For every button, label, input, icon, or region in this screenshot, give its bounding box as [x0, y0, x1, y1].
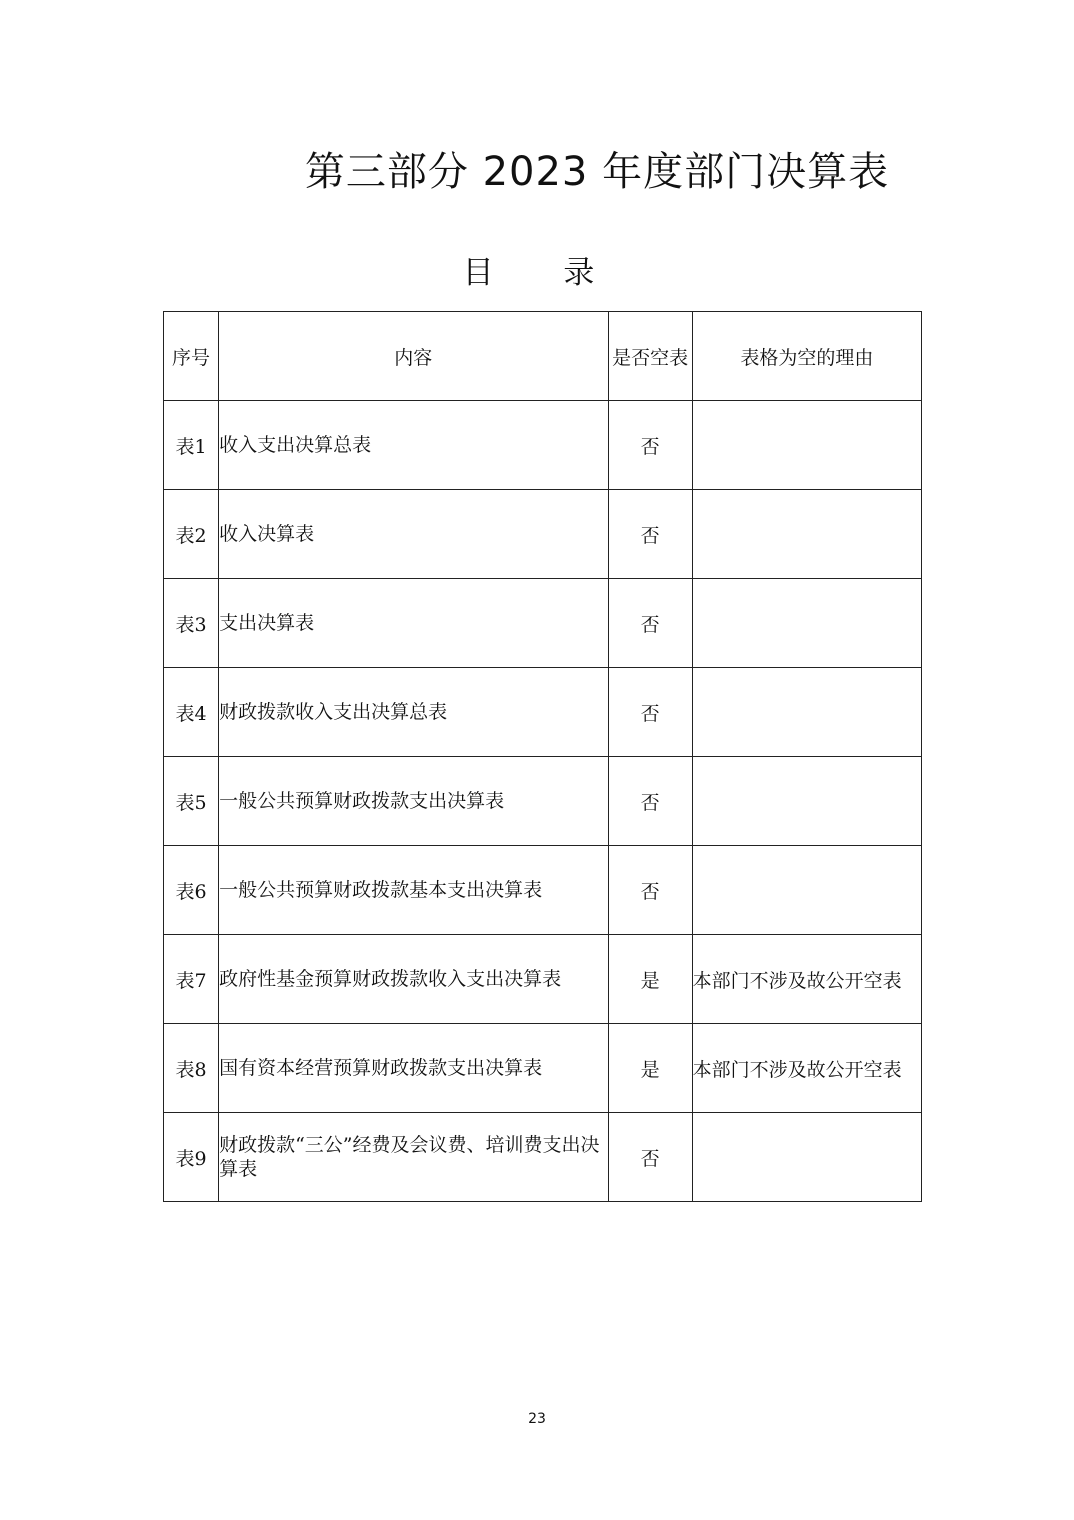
table-row: [164, 490, 922, 579]
row-is-empty: 是: [608, 1024, 692, 1113]
row-reason: 本部门不涉及故公开空表: [692, 1024, 921, 1113]
row-seq: 表2: [164, 490, 219, 579]
table-header-row: [164, 312, 922, 401]
row-reason: [692, 668, 921, 757]
table-row: [164, 1113, 922, 1202]
row-is-empty: 否: [608, 490, 692, 579]
row-reason: [692, 757, 921, 846]
header-content: 内容: [219, 312, 609, 401]
page-number: 23: [528, 1411, 546, 1427]
row-reason: [692, 401, 921, 490]
row-is-empty: 否: [608, 668, 692, 757]
table-row: [164, 668, 922, 757]
row-content: 收入支出决算总表: [219, 401, 609, 490]
table-row: [164, 401, 922, 490]
row-seq: 表4: [164, 668, 219, 757]
header-seq: 序号: [164, 312, 219, 401]
row-is-empty: 否: [608, 401, 692, 490]
row-content: 财政拨款“三公”经费及会议费、培训费支出决算表: [219, 1113, 609, 1202]
row-content: 一般公共预算财政拨款支出决算表: [219, 757, 609, 846]
row-reason: 本部门不涉及故公开空表: [692, 935, 921, 1024]
row-seq: 表6: [164, 846, 219, 935]
row-content: 国有资本经营预算财政拨款支出决算表: [219, 1024, 609, 1113]
row-seq: 表5: [164, 757, 219, 846]
page-title: 第三部分 2023 年度部门决算表: [304, 149, 890, 195]
row-is-empty: 是: [608, 935, 692, 1024]
row-seq: 表8: [164, 1024, 219, 1113]
row-reason: [692, 490, 921, 579]
row-is-empty: 否: [608, 1113, 692, 1202]
table-row: [164, 757, 922, 846]
row-seq: 表7: [164, 935, 219, 1024]
row-reason: [692, 846, 921, 935]
toc-heading: 目 录: [462, 255, 625, 291]
header-reason: 表格为空的理由: [692, 312, 921, 401]
header-is-empty: 是否空表: [608, 312, 692, 401]
row-seq: 表1: [164, 401, 219, 490]
row-content: 一般公共预算财政拨款基本支出决算表: [219, 846, 609, 935]
row-content: 支出决算表: [219, 579, 609, 668]
row-is-empty: 否: [608, 757, 692, 846]
row-reason: [692, 1113, 921, 1202]
table-row: [164, 579, 922, 668]
row-seq: 表3: [164, 579, 219, 668]
table-row: [164, 935, 922, 1024]
row-content: 财政拨款收入支出决算总表: [219, 668, 609, 757]
row-is-empty: 否: [608, 579, 692, 668]
row-reason: [692, 579, 921, 668]
row-is-empty: 否: [608, 846, 692, 935]
table-row: [164, 846, 922, 935]
row-seq: 表9: [164, 1113, 219, 1202]
row-content: 收入决算表: [219, 490, 609, 579]
toc-table: [163, 311, 922, 1202]
row-content: 政府性基金预算财政拨款收入支出决算表: [219, 935, 609, 1024]
table-row: [164, 1024, 922, 1113]
